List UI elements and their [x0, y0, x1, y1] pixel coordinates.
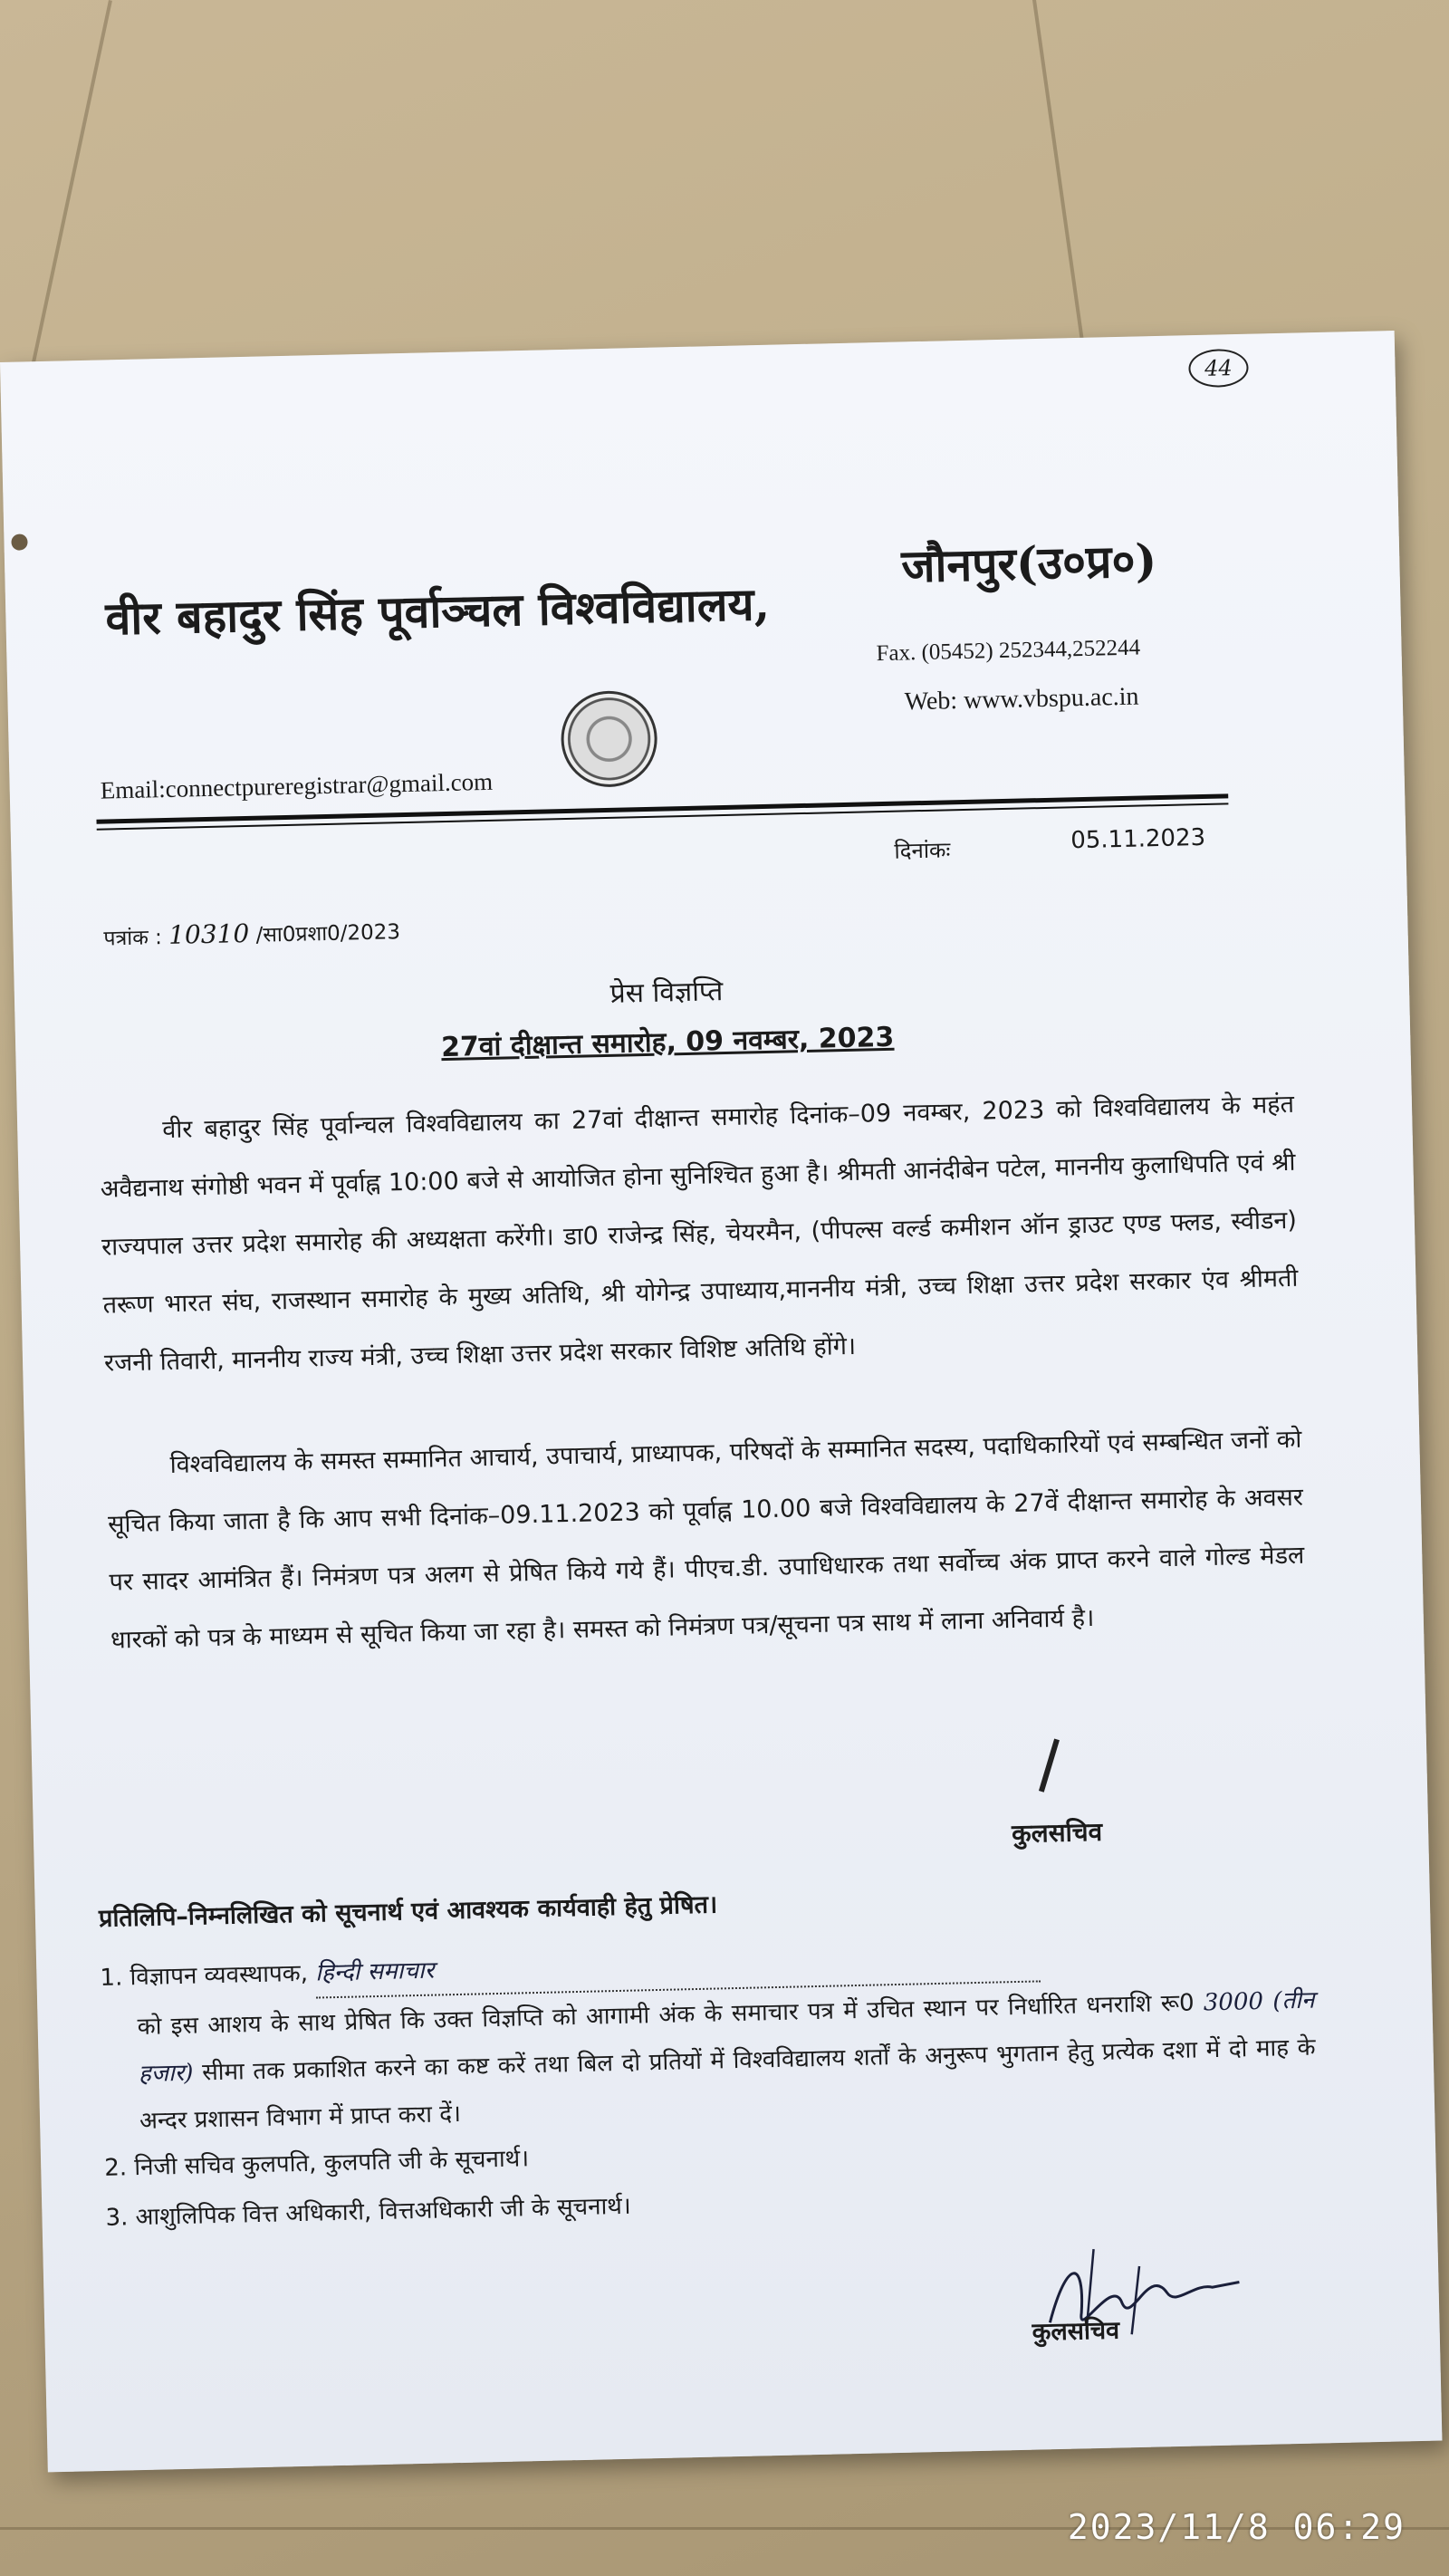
reference-line	[103, 915, 400, 951]
website: Web: www.vbspu.ac.in	[904, 682, 1139, 716]
copy-item-1-prefix: 1. विज्ञापन व्यवस्थापक,	[100, 1959, 309, 1992]
copy-item-1-text-a: को इस आशय के साथ प्रेषित कि उक्त विज्ञप्ति को आगामी अंक के समाचार पत्र में उचित स्थान पर निर्धारित धनराशि रू0	[137, 1989, 1195, 2042]
email-address: Email:connectpureregistrar@gmail.com	[100, 767, 494, 804]
date-value: 05.11.2023	[1070, 823, 1206, 855]
university-name: वीर बहादुर सिंह पूर्वाञ्चल विश्वविद्यालय,	[104, 576, 771, 646]
date-label: दिनांकः	[894, 837, 951, 864]
handwritten-amount: 3000 (तीन हजार)	[138, 1986, 1315, 2089]
body-paragraph-2: विश्वविद्यालय के समस्त सम्मानित आचार्य, उपाचार्य, प्राध्यापक, परिषदों के सम्मानित सदस्य, पदाधिकारियों एवं सम्बन्धित जनों को सूचित किया जाता है कि आप सभी दिनांक–09.11.2023 को पूर्वाह्न 10.00 बजे विश्वविद्यालय के 27वें दीक्षान्त समारोह के अवसर पर सादर आमंत्रित हैं। निमंत्रण पत्र अलग से प्रेषित किये गये हैं। पीएच.डी. उपाधिधारक तथा सर्वोच्च अंक प्राप्त करने वाले गोल्ड मेडल धारकों को पत्र के माध्यम से सूचित किया जा रहा है। समस्त को निमंत्रण पत्र/सूचना पत्र साथ में लाना अनिवार्य है।	[107, 1425, 1305, 1655]
signatory-title-2: कुलसचिव	[1032, 2316, 1120, 2347]
university-seal-icon	[560, 690, 657, 788]
page-number: 44	[1188, 349, 1249, 388]
signatory-title: कुलसचिव	[1011, 1816, 1103, 1850]
press-release-document	[0, 331, 1442, 2472]
copy-item-1-body	[137, 1977, 1317, 2145]
signature-mark	[1039, 1739, 1060, 1793]
floor-tile-seam	[1032, 0, 1087, 359]
fax-number: Fax. (05452) 252344,252244	[876, 635, 1141, 667]
floor-tile-seam	[30, 0, 112, 373]
document-title: प्रेस विज्ञप्ति	[609, 976, 724, 1010]
copy-heading: प्रतिलिपि–निम्नलिखित को सूचनार्थ एवं आवश्यक कार्यवाही हेतु प्रेषित।	[98, 1890, 718, 1933]
reference-label: पत्रांक :	[103, 926, 163, 951]
reference-suffix: /सा0प्रशा0/2023	[255, 920, 401, 947]
copy-item-1-text-b: सीमा तक प्रकाशित करने का कष्ट करें तथा बिल दो प्रतियों में विश्वविद्यालय शर्तों के अनुरूप भुगतान हेतु प्रत्येक दशा में दो माह के अन्दर प्रशासन विभाग में प्राप्त करा दें।	[139, 2033, 1316, 2135]
photo-timestamp: 2023/11/8 06:29	[1067, 2507, 1406, 2547]
copy-item-2: 2. निजी सचिव कुलपति, कुलपति जी के सूचनार्थ।	[103, 2145, 530, 2182]
document-subtitle: 27वां दीक्षान्त समारोह, 09 नवम्बर, 2023	[440, 1021, 895, 1064]
punch-hole	[11, 533, 27, 550]
university-city: जौनपुर(उ०प्र०)	[900, 533, 1157, 593]
reference-number: 10310	[168, 918, 250, 950]
handwritten-recipient: हिन्दी समाचार	[315, 1933, 1041, 1998]
copy-item-3: 3. आशुलिपिक वित्त अधिकारी, वित्तअधिकारी जी के सूचनार्थ।	[105, 2192, 632, 2232]
body-paragraph-1: वीर बहादुर सिंह पूर्वान्चल विश्वविद्यालय का 27वां दीक्षान्त समारोह दिनांक–09 नवम्बर, 2023 को विश्वविद्यालय के महंत अवैद्यनाथ संगोष्ठी भवन में पूर्वाह्न 10:00 बजे से आयोजित होना सुनिश्चित हुआ है। श्रीमती आनंदीबेन पटेल, माननीय कुलाधिपति एवं श्री राज्यपाल उत्तर प्रदेश समारोह की अध्यक्षता करेंगी। डा0 राजेन्द्र सिंह, चेयरमैन, (पीपल्स वर्ल्ड कमीशन ऑन ड्राउट एण्ड फ्लड, स्वीडन) तरूण भारत संघ, राजस्थान समारोह के मुख्य अतिथि, श्री योगेन्द्र उपाध्याय,माननीय मंत्री, उच्च शिक्षा उत्तर प्रदेश सरकार एंव श्रीमती रजनी तिवारी, माननीय राज्य मंत्री, उच्च शिक्षा उत्तर प्रदेश सरकार विशिष्ट अतिथि होंगे।	[100, 1090, 1299, 1378]
